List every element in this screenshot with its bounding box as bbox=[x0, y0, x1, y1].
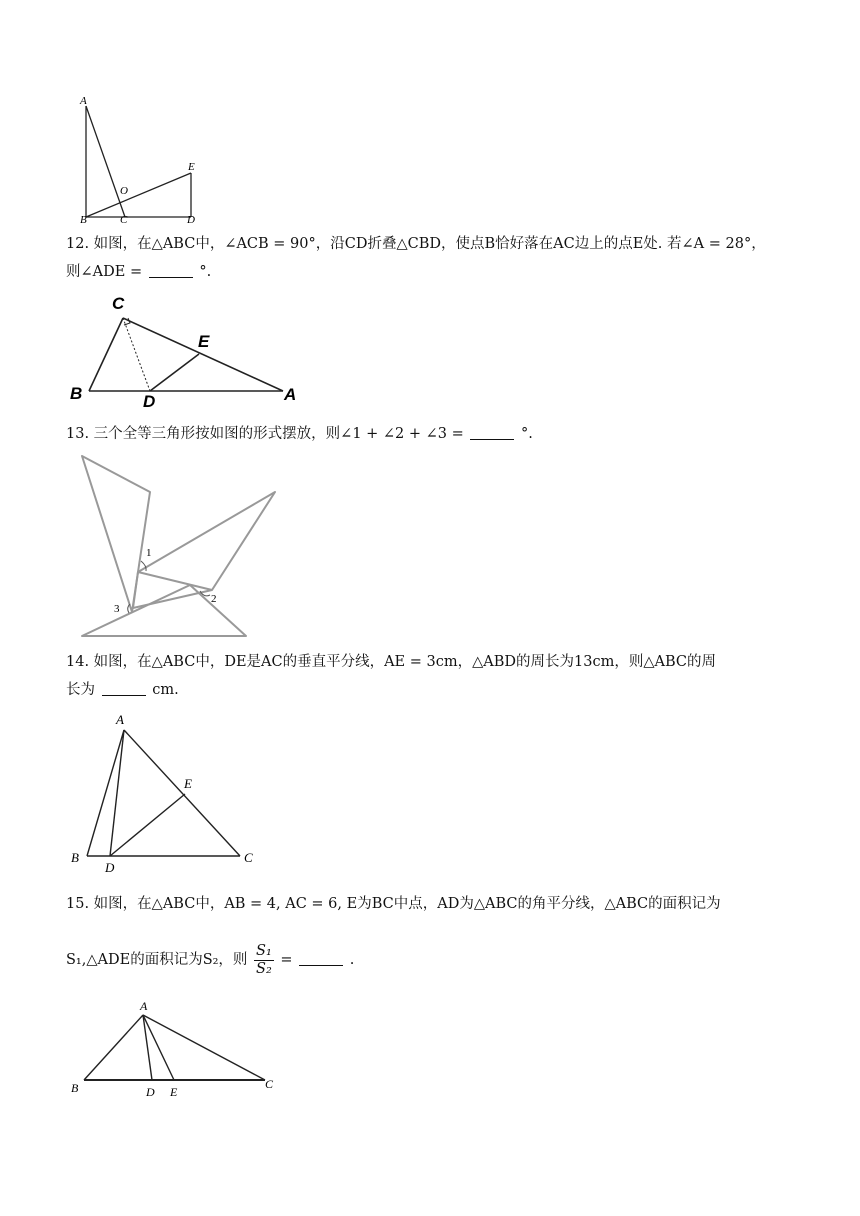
question-number: 13. bbox=[66, 426, 90, 442]
figure-q13 bbox=[0, 440, 860, 645]
figure-q11 bbox=[0, 0, 860, 230]
figure-q15 bbox=[0, 995, 860, 1105]
label-c: C bbox=[244, 850, 253, 865]
question-12-line2 bbox=[66, 258, 211, 286]
answer-blank[interactable] bbox=[102, 681, 146, 696]
label-d: D bbox=[105, 860, 115, 875]
question-text: °. bbox=[521, 426, 533, 442]
question-14 bbox=[66, 648, 716, 676]
label-b: B bbox=[71, 850, 79, 865]
label-a: A bbox=[284, 385, 297, 404]
question-text: 三个全等三角形按如图的形式摆放，则∠1 + ∠2 + ∠3 = bbox=[93, 426, 464, 442]
label-a: A bbox=[140, 999, 148, 1013]
question-text: = bbox=[280, 952, 293, 968]
angle-2-label: 2 bbox=[211, 593, 217, 605]
label-o: O bbox=[120, 185, 128, 197]
label-b: B bbox=[80, 214, 87, 226]
label-e: E bbox=[184, 776, 192, 791]
answer-blank[interactable] bbox=[149, 263, 193, 278]
fraction-numerator: S₁ bbox=[256, 942, 272, 959]
fraction-denominator: S₂ bbox=[256, 960, 272, 977]
question-text: °. bbox=[199, 264, 212, 280]
label-d: D bbox=[187, 214, 195, 226]
question-text: 如图，在△ABC中，DE是AC的垂直平分线，AE = 3cm，△ABD的周长为13cm，则△ABC的周 bbox=[93, 654, 716, 670]
label-b: B bbox=[71, 1081, 79, 1095]
label-e: E bbox=[188, 161, 195, 173]
answer-blank[interactable] bbox=[470, 425, 514, 440]
label-c: C bbox=[112, 294, 125, 313]
figure-q14 bbox=[0, 700, 860, 880]
question-text: 长为 bbox=[66, 682, 95, 698]
answer-blank[interactable] bbox=[299, 951, 343, 966]
label-a: A bbox=[116, 712, 124, 727]
angle-1-label: 1 bbox=[146, 547, 152, 559]
question-number: 14. bbox=[66, 654, 90, 670]
question-number: 12. bbox=[66, 236, 90, 252]
label-c: C bbox=[120, 214, 128, 226]
label-d: D bbox=[143, 392, 156, 411]
question-text: cm. bbox=[152, 682, 179, 698]
label-b: B bbox=[70, 384, 83, 403]
question-12 bbox=[66, 230, 766, 258]
question-text: 如图，在△ABC中，AB = 4, AC = 6, E为BC中点，AD为△ABC的角平分线，△ABC的面积记为 bbox=[93, 896, 721, 912]
question-text: S₁,△ADE的面积记为S₂，则 bbox=[66, 952, 248, 968]
question-15-line2 bbox=[66, 940, 354, 980]
fraction bbox=[254, 943, 274, 978]
question-15 bbox=[66, 890, 721, 918]
label-e: E bbox=[170, 1085, 178, 1099]
question-text: 则∠ADE = bbox=[66, 264, 143, 280]
label-d: D bbox=[146, 1085, 155, 1099]
label-a: A bbox=[80, 95, 87, 107]
question-number: 15. bbox=[66, 896, 90, 912]
label-e: E bbox=[198, 332, 210, 351]
angle-3-label: 3 bbox=[114, 603, 120, 615]
question-text: . bbox=[349, 952, 355, 968]
question-text: 如图，在△ABC中，∠ACB = 90°，沿CD折叠△CBD，使点B恰好落在AC边上的点E处. 若∠A = 28°， bbox=[93, 236, 766, 252]
label-c: C bbox=[265, 1077, 274, 1091]
figure-q12 bbox=[0, 290, 860, 410]
